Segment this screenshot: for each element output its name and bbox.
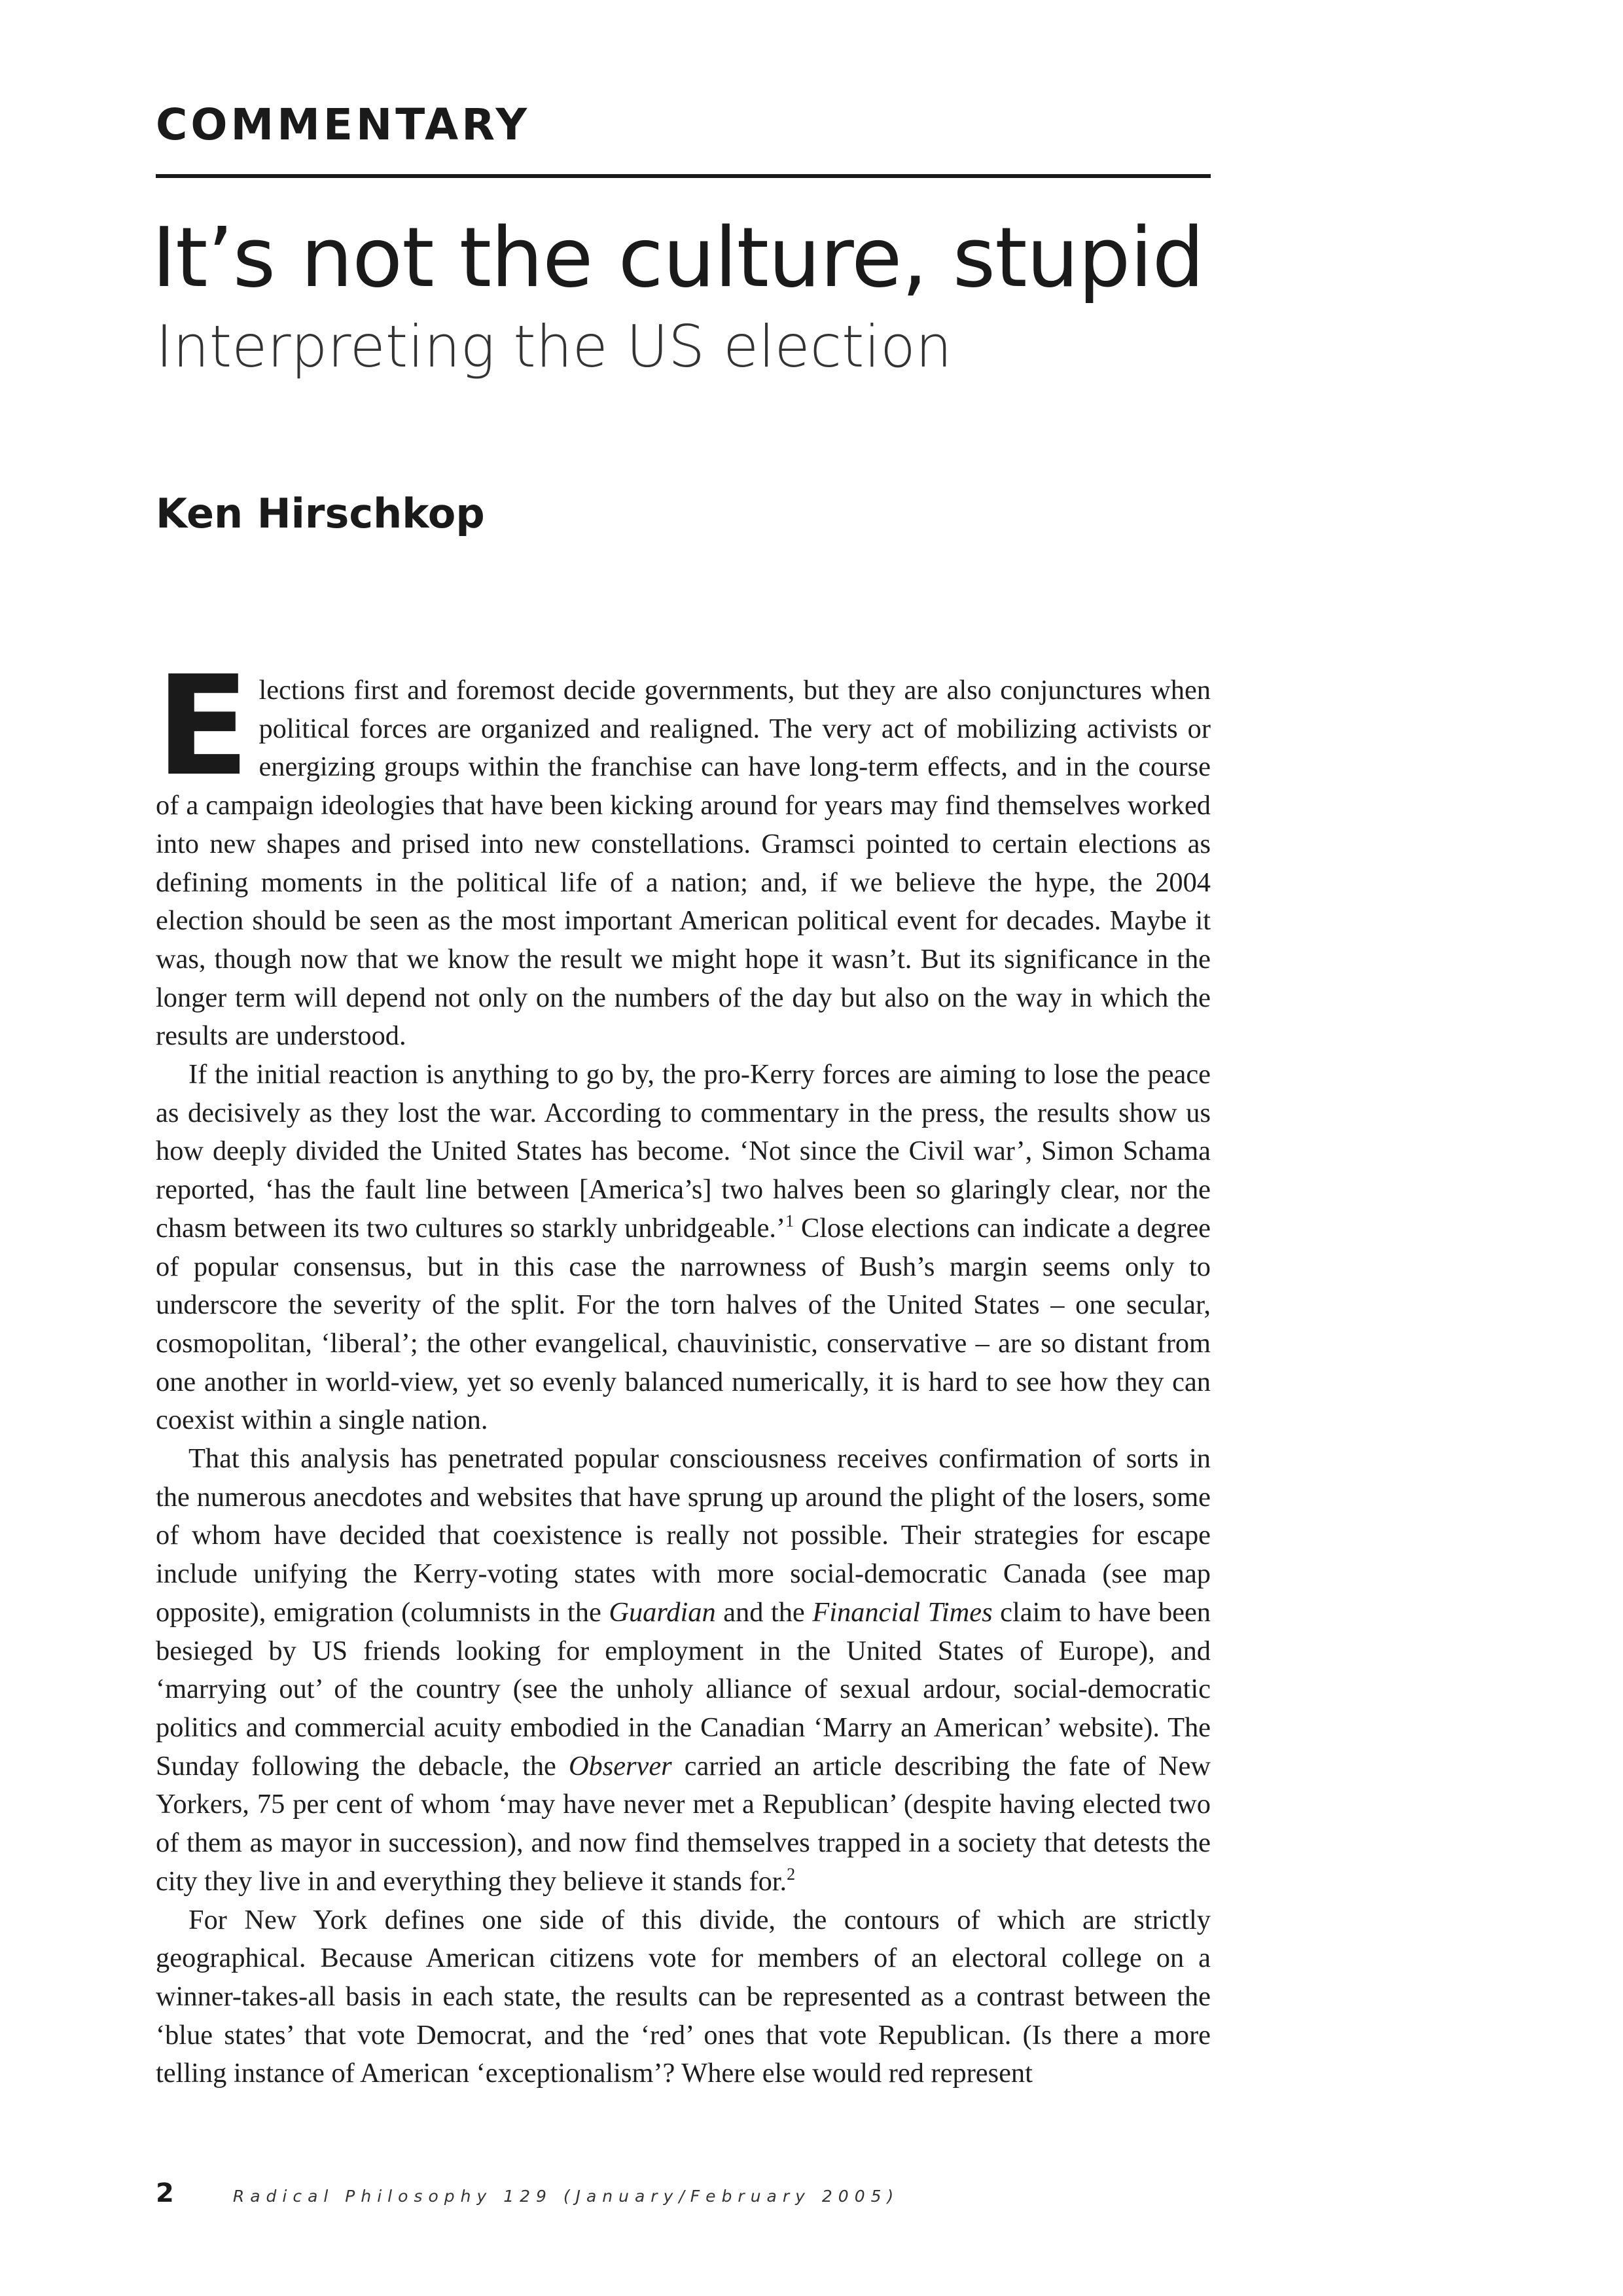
paragraph-2-text-a: If the initial reaction is anything to go by, the pro-Kerry forces are aiming to lose the peace as decisively as they lost the war. According to commentary in the press, the results show us how deeply divided the United States has become. ‘Not since the Civil war’, Simon Schama reported, ‘has the fault line between [America’s] two halves been so glaringly clear, nor the chasm between its two cultures so starkly unbridgeable.’: [156, 1059, 1211, 1244]
article-title: It’s not the culture, stupid: [152, 209, 1204, 306]
paragraph-1-text: lections first and foremost decide governments, but they are also conjunctures when political forces are organized and realigned. The very act of mobilizing activists or energizing groups within the franchise can have long-term effects, and in the course of a campaign ideologies that have been kicking around for years may find themselves worked into new shapes and prised into new constellations. Gramsci pointed to certain elections as defining moments in the political life of a nation; and, if we believe the hype, the 2004 election should be seen as the most important American political event for decades. Maybe it was, though now that we know the result we might hope it wasn’t. But its significance in the longer term will depend not only on the numbers of the day but also on the way in which the results are understood.: [156, 675, 1211, 1052]
journal-citation: Radical Philosophy 129 (January/February 2005): [232, 2187, 900, 2206]
author-name: Ken Hirschkop: [156, 490, 485, 537]
paragraph-1: [156, 646, 1211, 1056]
section-label: COMMENTARY: [156, 99, 531, 150]
guardian-title: Guardian: [609, 1596, 716, 1628]
paragraph-3-text-c: claim to have been besieged by US friends looking for employment in the United States of Europe), and ‘marrying out’ of the country (see the unholy alliance of sexual ardour, social-democratic politics and commercial acuity embodied in the Canadian ‘Marry an American’ website). The Sunday following the debacle, the: [156, 1596, 1211, 1782]
paragraph-2: [156, 1056, 1211, 1440]
financial-times-title: Financial Times: [812, 1596, 993, 1628]
observer-title: Observer: [568, 1750, 672, 1782]
paragraph-3-text-b: and the: [715, 1596, 813, 1628]
paragraph-4-text: For New York defines one side of this divide, the contours of which are strictly geographical. Because American citizens vote for members of an electoral college on a winner-takes-all basis in each state, the results can be represented as a contrast between the ‘blue states’ that vote Democrat, and the ‘red’ ones that vote Republican. (Is there a more telling instance of American ‘exceptionalism’? Where else would red represent: [156, 1904, 1211, 2089]
paragraph-3-text-d: carried an article describing the fate of New Yorkers, 75 per cent of whom ‘may have never met a Republican’ (despite having elected two of them as mayor in succession), and now find themselves trapped in a society that detests the city they live in and everything they believe it stands for.: [156, 1750, 1211, 1897]
page-footer: [156, 2178, 899, 2208]
page-number: 2: [156, 2178, 174, 2208]
header-rule: [156, 174, 1211, 178]
article-body: [156, 646, 1211, 2093]
paragraph-3-text-a: That this analysis has penetrated popular consciousness receives confirmation of sorts in the numerous anecdotes and websites that have sprung up around the plight of the losers, some of whom have decided that coexistence is really not possible. Their strategies for escape include unifying the Kerry-voting states with more social-democratic Canada (see map opposite), emigration (columnists in the: [156, 1443, 1211, 1628]
article-subtitle: Interpreting the US election: [156, 313, 952, 380]
footnote-ref-1: 1: [785, 1211, 794, 1230]
footnote-ref-2: 2: [787, 1864, 796, 1884]
paragraph-3: [156, 1440, 1211, 1901]
paragraph-2-text-b: Close elections can indicate a degree of popular consensus, but in this case the narrowness of Bush’s margin seems only to underscore the severity of the split. For the torn halves of the United States – one secular, cosmopolitan, ‘liberal’; the other evangelical, chauvinistic, conservative – are so distant from one another in world-view, yet so evenly balanced numerically, it is hard to see how they can coexist within a single nation.: [156, 1212, 1211, 1436]
paragraph-4: [156, 1901, 1211, 2094]
drop-cap: E: [156, 646, 250, 806]
